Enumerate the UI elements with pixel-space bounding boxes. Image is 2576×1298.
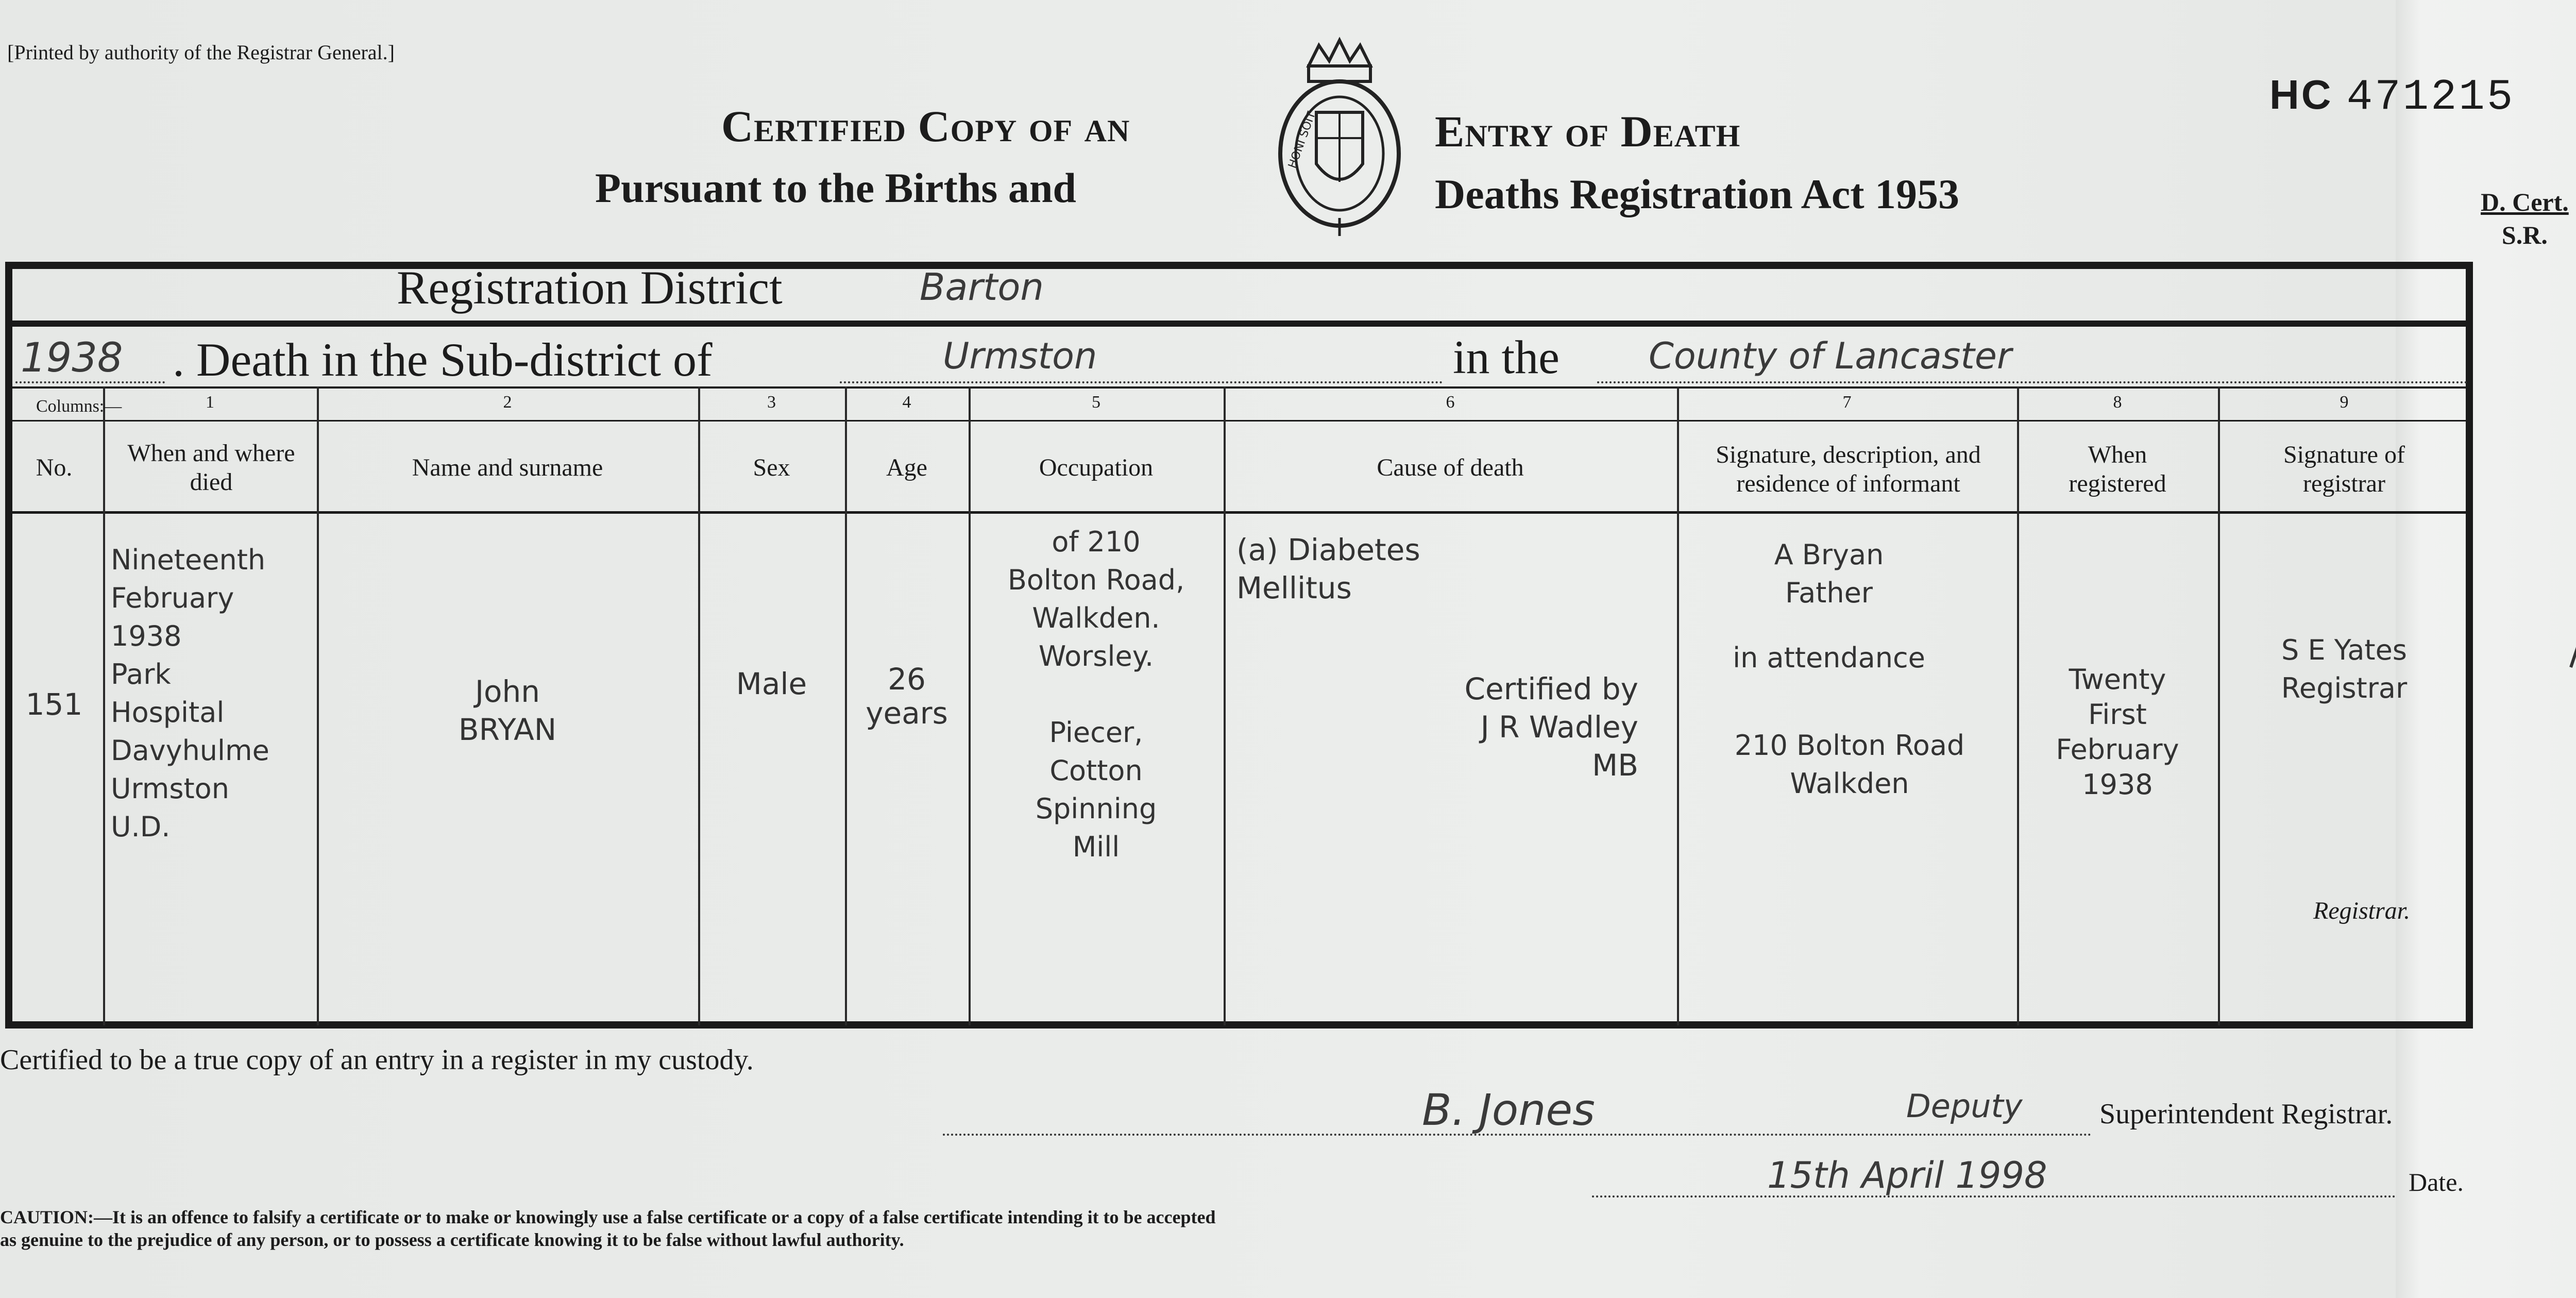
entry-name: John BRYAN — [458, 674, 557, 747]
in-the-label: in the — [1453, 331, 1560, 383]
form-code — [2481, 186, 2569, 251]
subdistrict-dotline — [840, 381, 1443, 383]
entry-when-where-died: Nineteenth February 1938 Park Hospital Davyhulme Urmston U.D. — [111, 544, 269, 843]
sub-district-label: . Death in the Sub-district of — [173, 333, 713, 386]
county-dotline — [1597, 381, 2468, 383]
county-value: County of Lancaster — [1649, 335, 2012, 377]
col-divider-3 — [698, 386, 700, 1025]
header-name-surname: Name and surname — [412, 454, 603, 481]
header-signature-registrar: Signature of registrar — [2283, 441, 2405, 497]
column-number-2: 2 — [503, 393, 512, 412]
title-left-line-2: Pursuant to the Births and — [595, 164, 1077, 211]
entry-certified-by: Certified by J R Wadley MB — [1464, 671, 1638, 783]
entry-registrar-signature: S E Yates Registrar — [2281, 634, 2408, 704]
header-when-where-died: When and where died — [127, 440, 295, 496]
deputy-signature: B. Jones — [1422, 1085, 1595, 1135]
title-right-line-2: Deaths Registration Act 1953 — [1435, 171, 1960, 217]
header-cause-of-death: Cause of death — [1377, 454, 1524, 481]
sub-district-value: Urmston — [943, 335, 1097, 377]
columns-label: Columns:— — [36, 397, 122, 416]
serial-number: 471215 — [2346, 73, 2515, 122]
registrar-printed-label: Registrar. — [2313, 897, 2411, 924]
title-right-line-1: Entry of Death — [1435, 107, 1741, 156]
deputy-label: Deputy — [1906, 1087, 2023, 1125]
header-age: Age — [886, 454, 927, 481]
certified-true-copy-text: Certified to be a true copy of an entry in a register in my custody. — [0, 1044, 754, 1076]
entry-informant-name: A Bryan Father — [1774, 538, 1884, 609]
column-number-6: 6 — [1446, 393, 1455, 412]
superintendent-registrar-label: Superintendent Registrar. — [2099, 1098, 2393, 1130]
header-informant: Signature, description, and residence of informant — [1716, 441, 1981, 497]
header-no: No. — [36, 454, 73, 481]
header-occupation: Occupation — [1039, 454, 1154, 481]
form-code-line-1: D. Cert. — [2481, 188, 2569, 216]
royal-coat-of-arms-icon — [1273, 35, 1406, 244]
column-number-7: 7 — [1842, 393, 1852, 412]
signature-dotline — [943, 1134, 2092, 1136]
column-number-line — [5, 420, 2473, 422]
column-number-8: 8 — [2113, 393, 2122, 412]
registration-district-label: Registration District — [397, 261, 783, 314]
entry-sex: Male — [736, 666, 807, 701]
entry-informant-residence: 210 Bolton Road Walkden — [1734, 729, 1965, 800]
title-left-line-1: Certified Copy of an — [721, 102, 1130, 151]
date-label: Date. — [2409, 1168, 2464, 1196]
col-divider-6 — [1224, 386, 1226, 1025]
column-number-1: 1 — [206, 393, 214, 412]
entry-age: 26 years — [866, 662, 948, 731]
col-divider-7 — [1677, 386, 1679, 1025]
certificate-date: 15th April 1998 — [1767, 1154, 2047, 1196]
col-divider-1 — [103, 386, 105, 1025]
certificate-serial — [2269, 71, 2515, 122]
form-code-line-2: S.R. — [2501, 221, 2548, 249]
column-number-4: 4 — [902, 393, 911, 412]
registration-district-value: Barton — [920, 265, 1044, 309]
date-dotline — [1592, 1195, 2396, 1198]
caution-notice: CAUTION:—It is an offence to falsify a certificate or to make or knowingly use a false certificate or a copy of a false certificate intending it to be accepted as genuine to the prejudice of any person, or to possess a certificate knowing it to be false without lawful authority. — [0, 1207, 1216, 1250]
district-divider — [5, 321, 2473, 327]
serial-prefix: HC — [2269, 72, 2333, 117]
printed-by-authority: [Printed by authority of the Registrar General.] — [7, 41, 395, 64]
entry-number: 151 — [25, 687, 83, 722]
entry-informant-capacity: in attendance — [1733, 642, 1925, 674]
entry-when-registered: Twenty First February 1938 — [2056, 663, 2179, 801]
entry-occupation: of 210 Bolton Road, Walkden. Worsley. Piecer, Cotton Spinning Mill — [1007, 526, 1185, 863]
header-when-registered: When registered — [2069, 441, 2166, 497]
column-number-9: 9 — [2340, 393, 2349, 412]
registration-year: 1938 — [21, 335, 123, 381]
crest-motto-left: HONI SOIT — [1286, 110, 1318, 171]
pen-mark-icon — [2566, 587, 2576, 672]
year-dotline — [15, 381, 165, 383]
table-top-line — [5, 386, 2473, 389]
column-number-3: 3 — [767, 393, 776, 412]
entry-cause-of-death-a: (a) Diabetes Mellitus — [1236, 532, 1420, 605]
header-sex: Sex — [753, 454, 790, 481]
header-bottom-line — [5, 511, 2473, 514]
column-number-5: 5 — [1092, 393, 1100, 412]
